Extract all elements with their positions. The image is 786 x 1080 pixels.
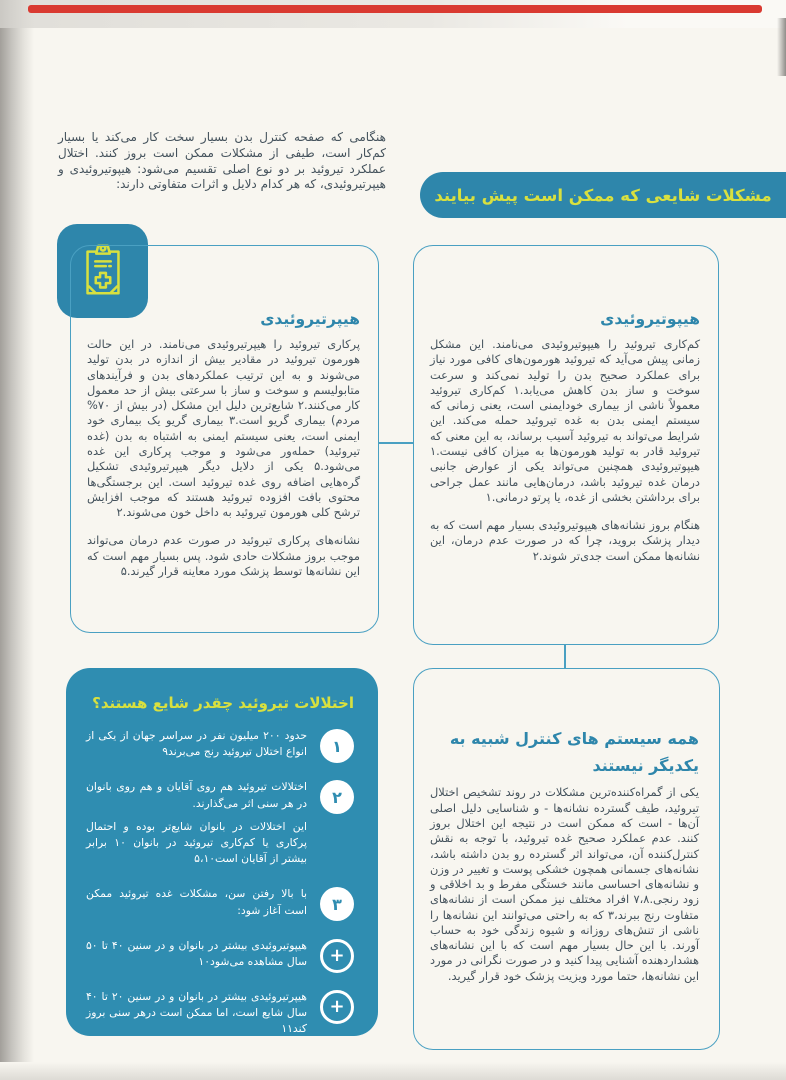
hyperthyroidism-box bbox=[70, 245, 379, 633]
stat-item-1 bbox=[86, 728, 354, 767]
stat-item-3 bbox=[86, 886, 354, 925]
stat-item-4-body bbox=[86, 938, 307, 977]
stat-item-5 bbox=[86, 989, 354, 1036]
hypothyroidism-paragraph-1: کم‌کاری تیروئید را هیپوتیروئیدی می‌نامند. این مشکل زمانی پیش می‌آید که تیروئید هورمون‌های کافی مورد نیاز برای عملکرد صحیح بدن را تولید نمی‌کند و سرعت سوخت و ساز بدن کاهش می‌یابد.۱ کم‌کاری تیروئید معمولاً ناشی از بیماری خودایمنی است، یعنی زمانی که سیستم ایمنی بدن به غده تیروئید حمله می‌کند. این شرایط می‌تواند به تیروئید آسیب برساند، به این معنی که تیروئید قادر به تولید هورمون‌ها به میزان کافی نیست.۱ هیپوتیروئیدی همچنین می‌تواند یکی از عوارض جانبی درمان غده تیروئید باشد، درمان‌هایی مانند عمل جراحی برای برداشتن بخشی از غده، یا پرتو درمانی.۱ bbox=[430, 337, 700, 504]
stat-item-3-body bbox=[86, 886, 307, 925]
number-badge-2: ۲ bbox=[320, 780, 354, 814]
box-connector-horizontal bbox=[379, 442, 413, 444]
prevalence-title: اختلالات تیروئید چقدر شایع هستند؟ bbox=[92, 694, 354, 712]
stat-item-2-text-2: این اختلالات در بانوان شایع‌تر بوده و احتمال پرکاری یا کم‌کاری تیروئید در بانوان ۱۰ برابر بیشتر از آقایان است۵،۱۰ bbox=[86, 819, 307, 866]
hyperthyroidism-title: هیپرتیروئیدی bbox=[260, 310, 360, 328]
stat-item-4 bbox=[86, 938, 354, 977]
control-systems-title-line2: یکدیگر نیستند bbox=[592, 756, 699, 776]
hyperthyroidism-paragraph-1: پرکاری تیروئید را هیپرتیروئیدی می‌نامند. در این حالت هورمون تیروئید در مقادیر بیش از اندازه در بدن تولید می‌شوند و به این ترتیب عملکردهای بدن و فرآیندهای متابولیسم و سوخت و ساز با سرعتی بیش از حد معمول کار می‌کنند.۲ شایع‌ترین دلیل این مشکل (در بیش از ۷۰% مردم) بیماری گریو است.۳ بیماری گریو یک بیماری خود ایمنی است، یعنی سیستم ایمنی به اشتباه به بدن (غده تیروئید) حمله‌ور می‌شود و موجب پرکاری این غده می‌شود.۵ یکی از دلایل دیگر هیپرتیروئیدی تشکیل گره‌هایی اضافه روی غده تیروئید است. این برجستگی‌ها محتوی بافت افزوده تیروئید هستند که موجب افزایش ترشح کلی هورمون تیروئید به داخل خون می‌شوند.۲ bbox=[87, 337, 360, 520]
hypothyroidism-title: هیپوتیروئیدی bbox=[600, 310, 700, 328]
stat-item-2 bbox=[86, 779, 354, 874]
control-systems-box bbox=[413, 668, 720, 1050]
stat-item-1-body bbox=[86, 728, 307, 767]
stat-item-4-text: هیپوتیروئیدی بیشتر در بانوان و در سنین ۴۰ تا ۵۰ سال مشاهده می‌شود۱۰ bbox=[86, 938, 307, 968]
stat-item-2-text: اختلالات تیروئید هم روی آقایان و هم روی بانوان در هر سنی اثر می‌گذارند. bbox=[86, 780, 307, 810]
plus-icon: + bbox=[320, 990, 354, 1024]
hypothyroidism-box bbox=[413, 245, 719, 645]
plus-icon: + bbox=[320, 939, 354, 973]
hyperthyroidism-paragraph-2: نشانه‌های پرکاری تیروئید در صورت عدم درمان می‌تواند موجب بروز مشکلات حادی شود. پس بسیار مهم است که این نشانه‌ها توسط پزشک مورد معاینه قرار گیرند.۵ bbox=[87, 533, 360, 578]
intro-paragraph: هنگامی که صفحه کنترل بدن بسیار سخت کار می‌کند یا بسیار کم‌کار است، طیفی از مشکلات ممکن است بروز کنند. اختلال عملکرد تیروئید بر دو نوع اصلی تقسیم می‌شود: هیپوتیروئیدی و هیپرتیروئیدی، که هر کدام دلایل و اثرات متفاوتی دارند: bbox=[58, 130, 386, 192]
hypothyroidism-paragraph-2: هنگام بروز نشانه‌های هیپوتیروئیدی بسیار مهم است که به دیدار پزشک بروید، چرا که در صورت عدم درمان، این نشانه‌ها ممکن است جدی‌تر شوند.۲ bbox=[430, 518, 700, 563]
section-banner bbox=[420, 172, 786, 218]
banner-title: مشکلات شایعی که ممکن است پیش بیایند bbox=[434, 185, 772, 205]
stat-item-5-body bbox=[86, 989, 307, 1036]
control-systems-title-line1: همه سیستم های کنترل شبیه به bbox=[449, 729, 699, 748]
prevalence-box bbox=[66, 668, 378, 1036]
stat-item-5-text: هیپرتیروئیدی بیشتر در بانوان و در سنین ۲۰ تا ۴۰ سال شایع است، اما ممکن است درهر سنی بروز کند۱۱ bbox=[86, 990, 307, 1036]
box-connector-vertical bbox=[564, 645, 566, 668]
control-systems-title bbox=[430, 725, 699, 779]
number-badge-1: ۱ bbox=[320, 729, 354, 763]
control-systems-body: یکی از گمراه‌کننده‌ترین مشکلات در روند تشخیص اختلال تیروئید، طیف گسترده نشانه‌ها - و شناسایی دلیل اصلی آن‌ها - است که ممکن است در نتیجه این اختلال بروز کنند. عدم عملکرد صحیح غده تیروئید، با توجه به نقش کنترل‌کننده آن، می‌تواند اثر گسترده رو بدن داشته باشد، نشانه‌های جسمانی همچون خشکی پوست و تغییر در وزن و نشانه‌های احساسی مانند خستگی مفرط و بد اخلاقی و زود رنجی.۷،۸ افراد مختلف نیز ممکن است از نشانه‌های متفاوت رنج ببرند،۳ که به راحتی می‌توانند این نشانه‌ها را ناشی از تنش‌های روزانه و شیوه زندگی خود به حساب آورند. با این حال بسیار مهم است که با این نشانه‌های هشداردهنده آشنایی پیدا کنید و در صورت نگرانی در مورد این نشانه‌ها، حتما مورد ویزیت پزشک خود قرار گیرید. bbox=[430, 785, 700, 983]
stat-item-2-body bbox=[86, 779, 307, 874]
number-badge-3: ۳ bbox=[320, 887, 354, 921]
stat-item-3-text: با بالا رفتن سن، مشکلات غده تیروئید ممکن است آغاز شود: bbox=[86, 887, 307, 917]
stat-item-1-text: حدود ۲۰۰ میلیون نفر در سراسر جهان از یکی از انواع اختلال تیروئید رنج می‌برند۹ bbox=[86, 729, 308, 759]
